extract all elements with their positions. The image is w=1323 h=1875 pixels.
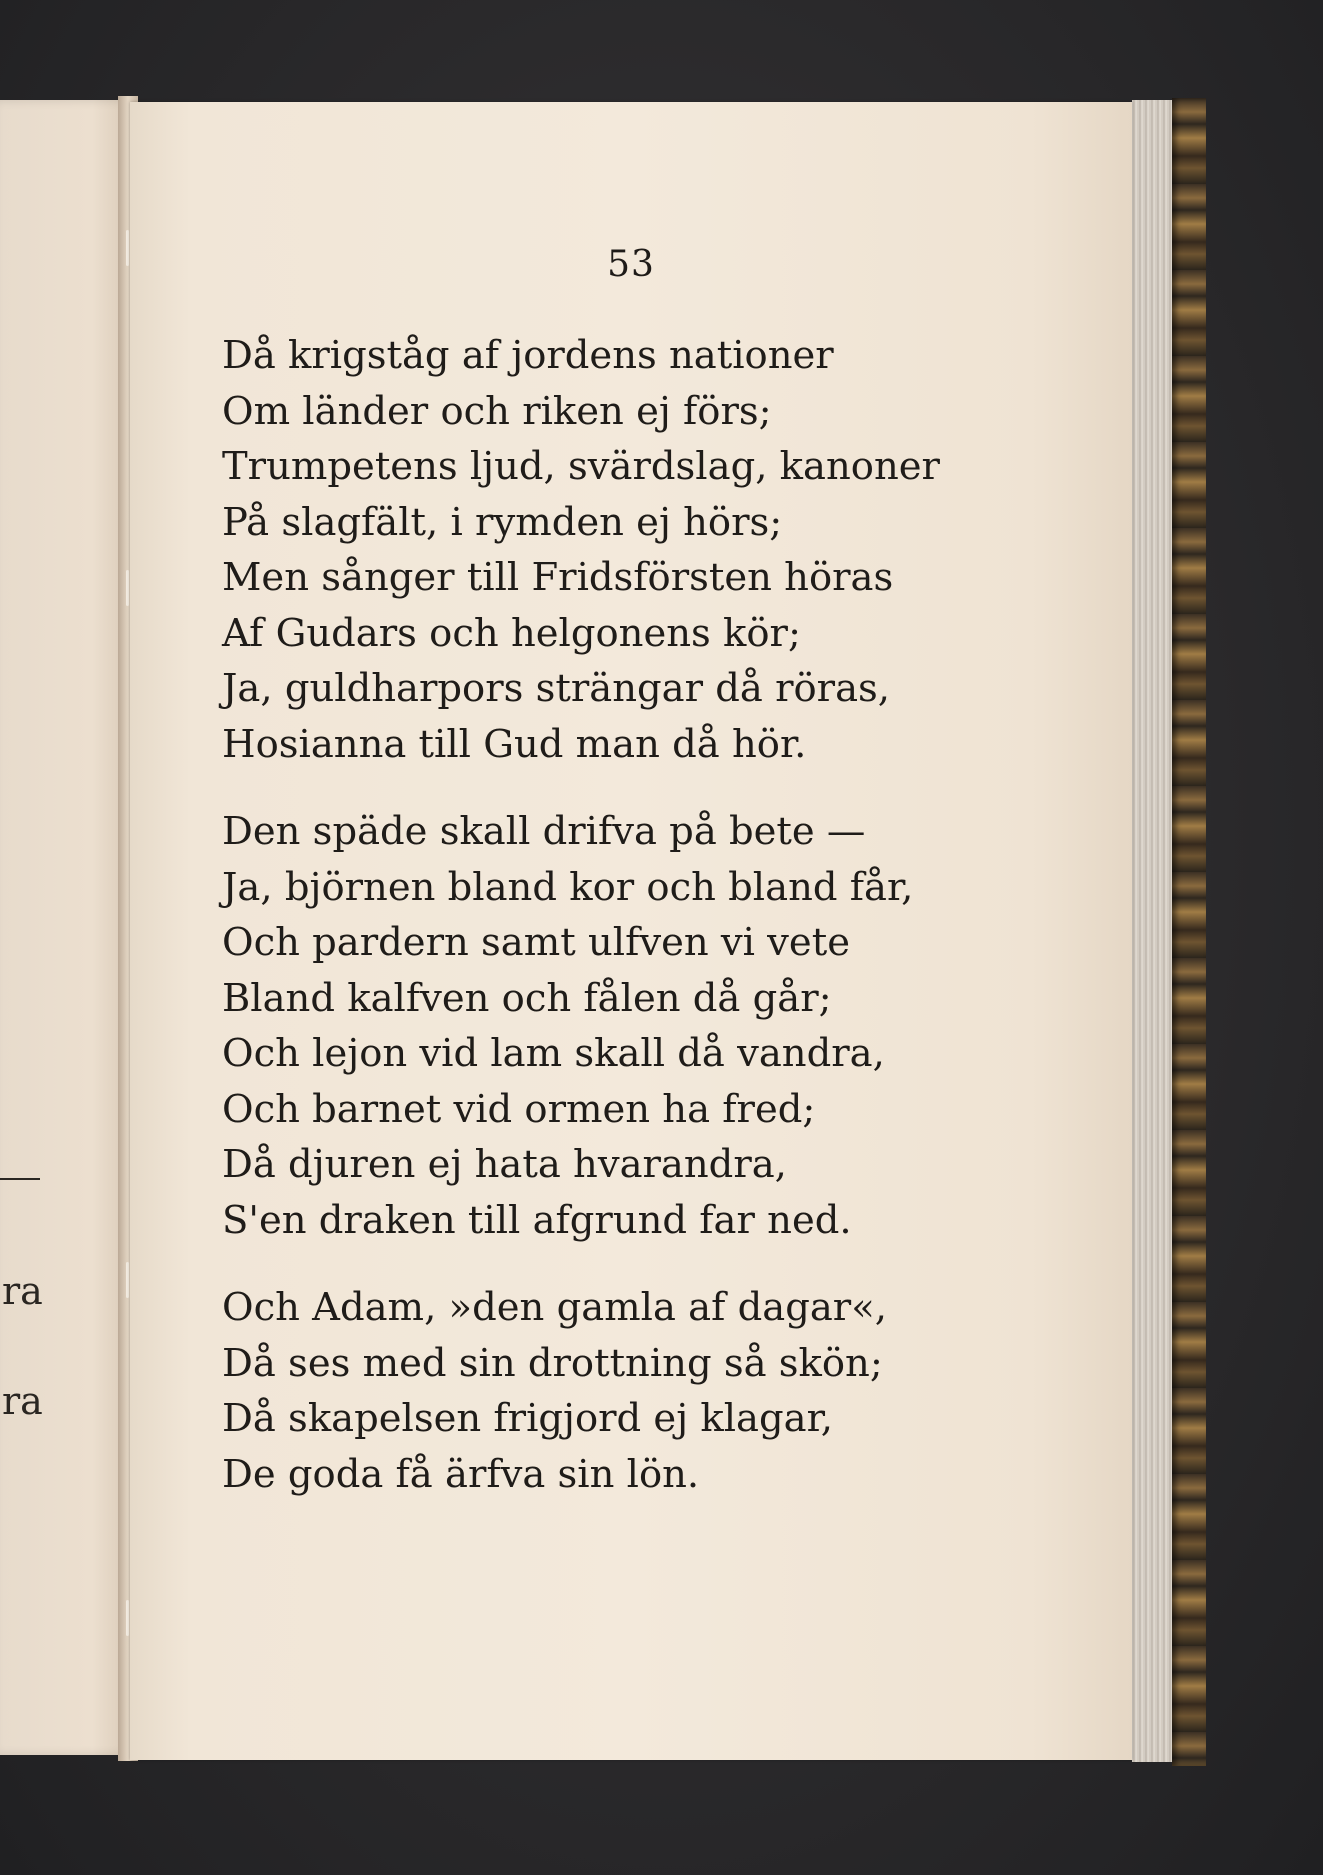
- verse-line: Och lejon vid lam skall då vandra,: [222, 1031, 885, 1076]
- verse-line: Om länder och riken ej förs;: [222, 388, 772, 434]
- verse-line: Då krigståg af jordens nationer: [222, 333, 834, 378]
- verse-line: De goda få ärfva sin lön.: [222, 1451, 700, 1497]
- verse-line: Ja, björnen bland kor och bland får,: [222, 864, 914, 910]
- verse-line: Den späde skall drifva på bete —: [222, 809, 866, 854]
- verse-line: S'en draken till afgrund far ned.: [222, 1197, 852, 1243]
- marbled-cover-edge: [1172, 98, 1206, 1766]
- verse-line: Och barnet vid ormen ha fred;: [222, 1086, 816, 1132]
- binding-stitch: [126, 1262, 129, 1298]
- verse-line: Då ses med sin drottning så skön;: [222, 1340, 883, 1386]
- stanza: [222, 1280, 1102, 1502]
- stanza: [222, 328, 1102, 772]
- verse-line: Då skapelsen frigjord ej klagar,: [222, 1396, 833, 1441]
- verse-line: Då djuren ej hata hvarandra,: [222, 1142, 787, 1187]
- verse-line: Bland kalfven och fålen då går;: [222, 975, 832, 1021]
- verse-line: Trumpetens ljud, svärdslag, kanoner: [222, 444, 940, 489]
- verse-line: Af Gudars och helgonens kör;: [222, 610, 801, 656]
- verse-line: Och Adam, »den gamla af dagar«,: [222, 1285, 888, 1330]
- verse-line: Och pardern samt ulfven vi vete: [222, 920, 850, 965]
- verse-line: På slagfält, i rymden ej hörs;: [222, 499, 783, 545]
- right-page: [130, 102, 1132, 1760]
- poem: [222, 328, 1102, 1534]
- left-page-dash: [0, 1178, 40, 1180]
- binding-stitch: [126, 570, 129, 606]
- verse-line: Men sånger till Fridsförsten höras: [222, 555, 894, 600]
- verse-line: Ja, guldharpors strängar då röras,: [222, 666, 891, 711]
- binding-stitch: [126, 230, 129, 266]
- binding-stitch: [126, 1600, 129, 1636]
- page-number: 53: [607, 244, 655, 285]
- left-page-fragment: ra: [2, 1379, 43, 1423]
- left-page: [0, 100, 132, 1755]
- page-edges: [1132, 100, 1172, 1762]
- left-page-fragment: ra: [2, 1269, 43, 1313]
- stanza: [222, 804, 1102, 1248]
- verse-line: Hosianna till Gud man då hör.: [222, 721, 807, 767]
